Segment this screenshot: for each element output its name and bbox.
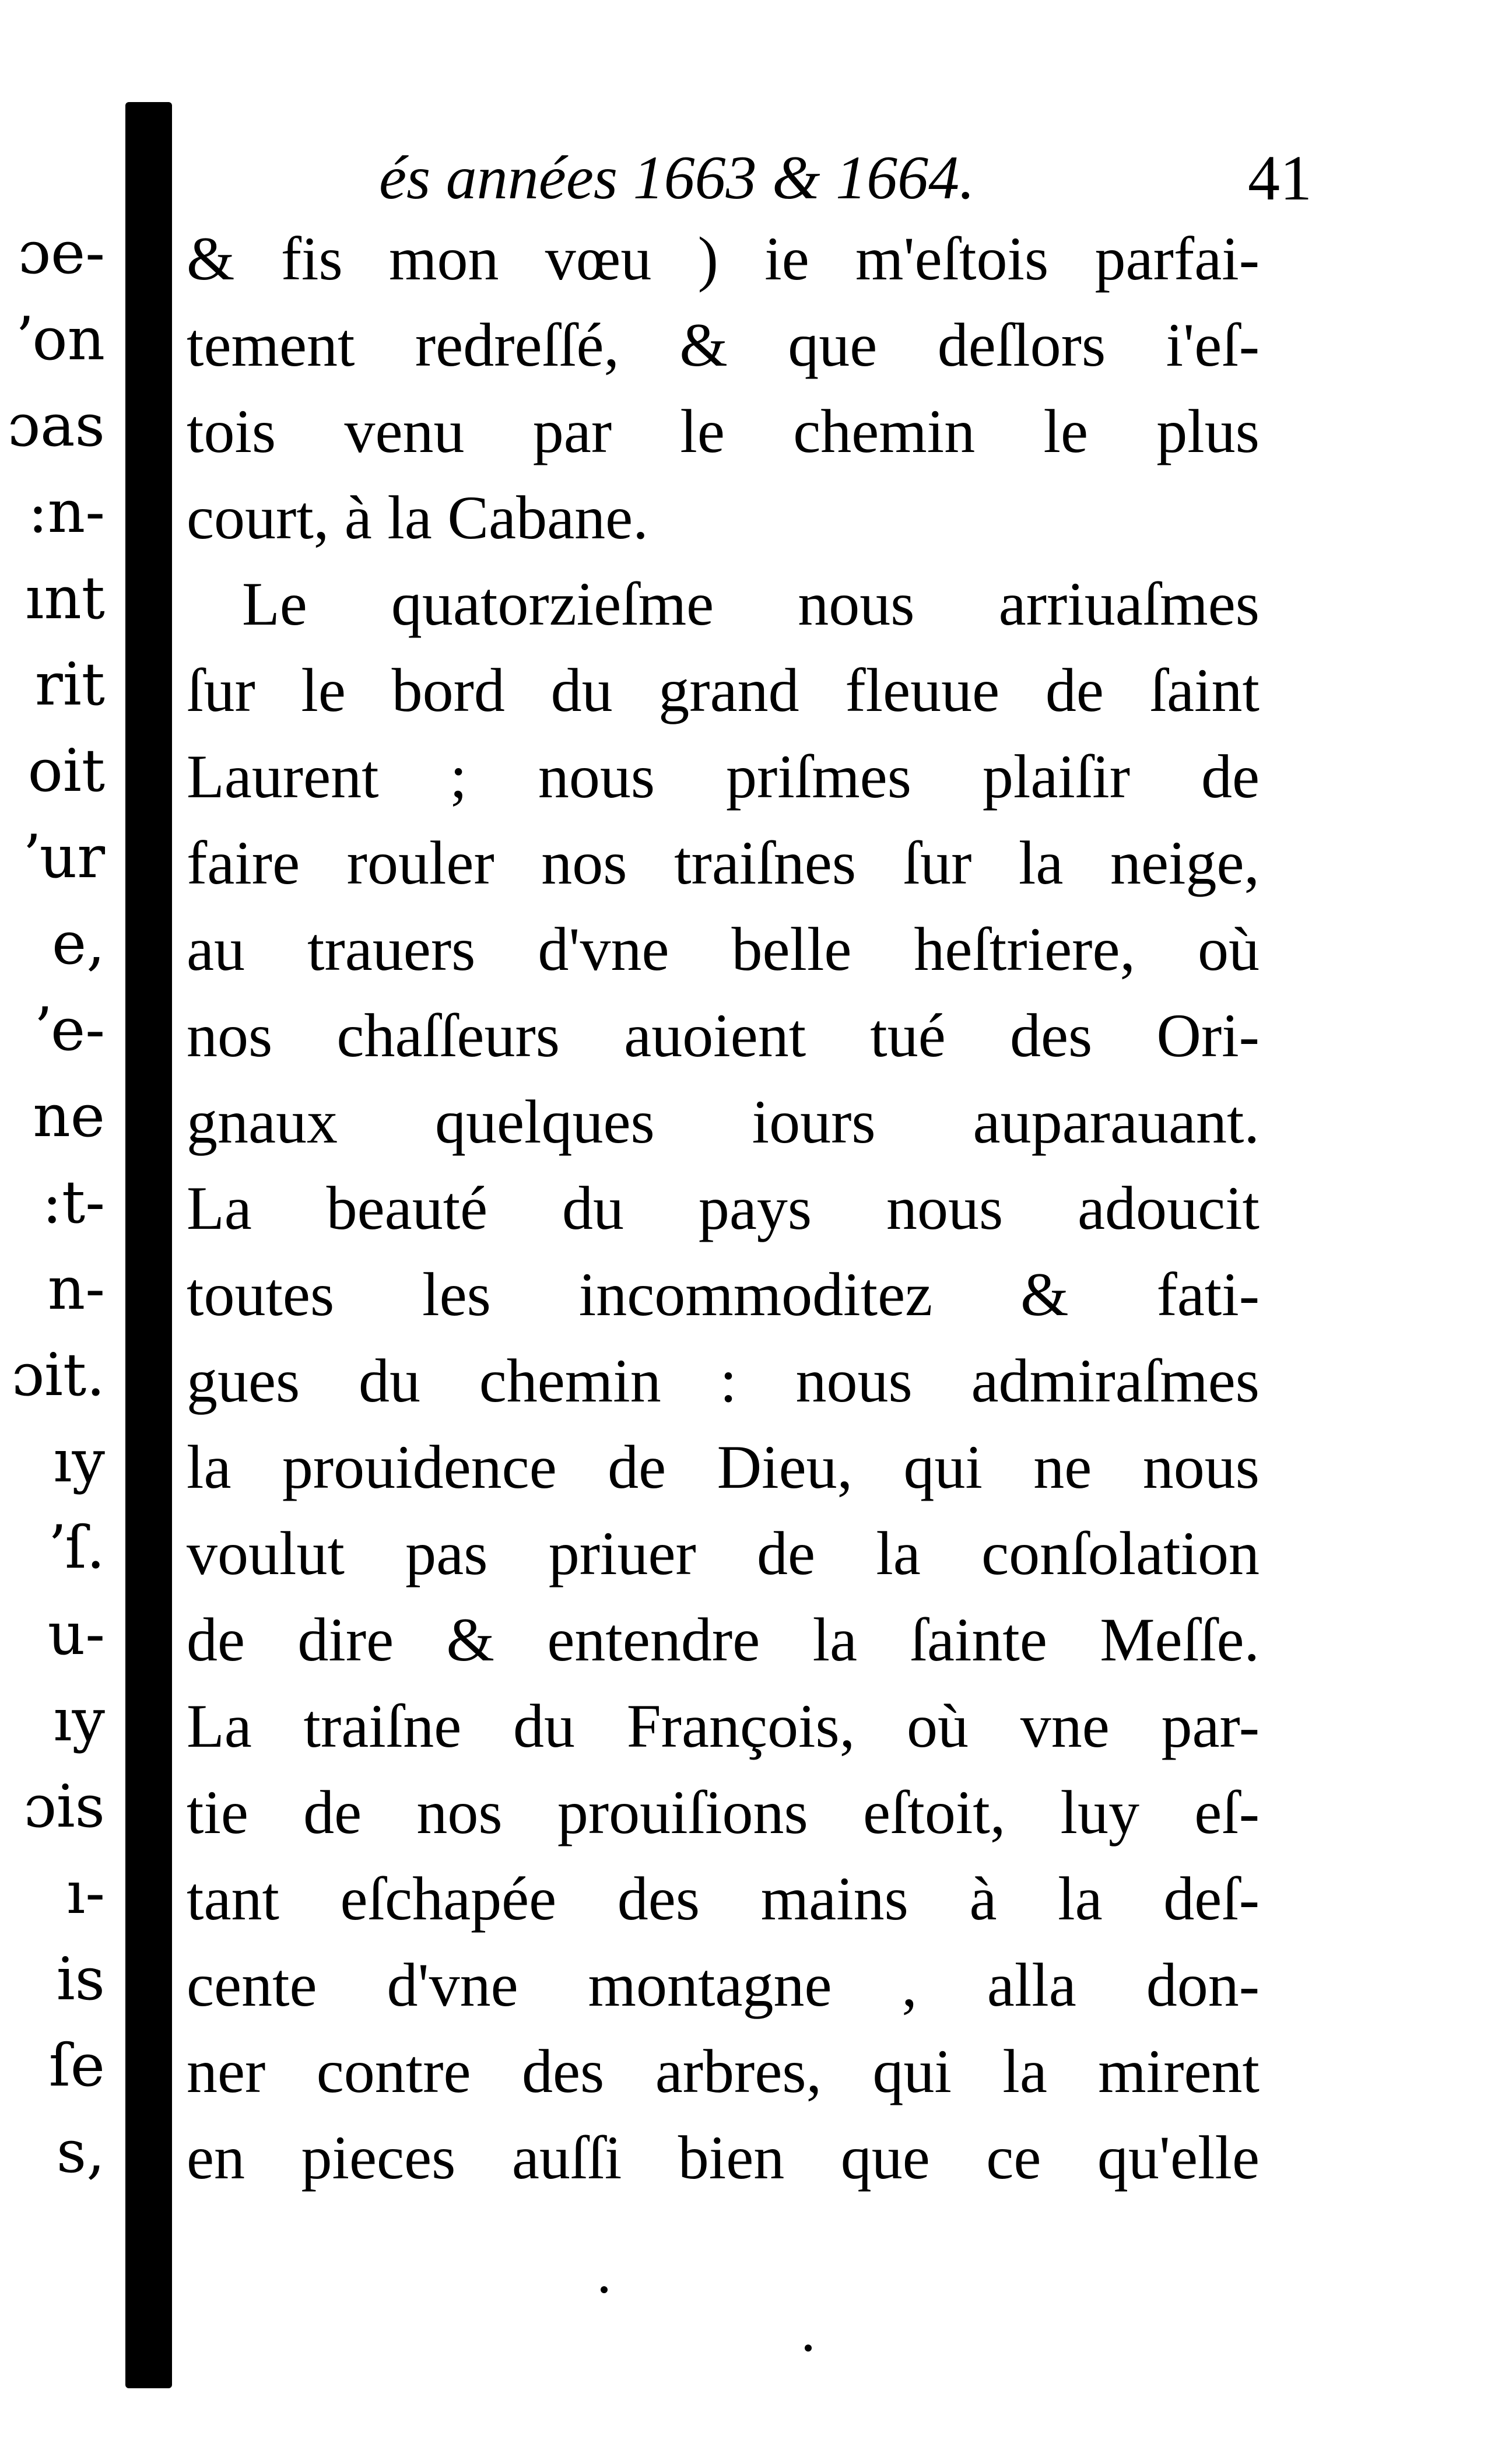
fragment-line: :t- xyxy=(42,1168,105,1236)
fragment-line: n- xyxy=(47,1254,105,1323)
text-line: tant eſchapée des mains à la deſ- xyxy=(187,1865,1260,1933)
fragment-line: u- xyxy=(47,1600,105,1668)
text-line: cente d'vne montagne , alla don- xyxy=(187,1951,1260,2019)
fragment-line: e, xyxy=(52,909,105,977)
fragment-line: ʼur xyxy=(21,823,105,891)
text-line: & fis mon vœu ) ie m'eſtois parfai- xyxy=(187,225,1260,293)
fragment-line: :n- xyxy=(28,478,105,546)
text-line: Laurent ; nous priſmes plaiſir de xyxy=(187,742,1260,811)
text-line: La beauté du pays nous adoucit xyxy=(187,1174,1260,1242)
body-text xyxy=(187,216,1260,2201)
fragment-line: ıy xyxy=(53,1427,105,1495)
header-title: és années 1663 & 1664. xyxy=(379,143,975,212)
text-line: tie de nos prouiſions eſtoit, luy eſ- xyxy=(187,1778,1260,1846)
ink-speck xyxy=(805,2345,812,2352)
paragraph-start-line: Le quatorzieſme nous arriuaſmes xyxy=(242,570,1260,638)
text-line: voulut pas priuer de la conſolation xyxy=(187,1519,1260,1588)
text-line: tois venu par le chemin le plus xyxy=(187,397,1260,465)
fragment-line: ʼſ. xyxy=(46,1513,105,1582)
fragment-line: ɔit. xyxy=(12,1341,105,1409)
text-line: La traiſne du François, où vne par- xyxy=(187,1692,1260,1760)
fragment-line: ıy xyxy=(53,1686,105,1754)
fragment-line: ɔas xyxy=(8,391,105,460)
binding-gutter xyxy=(125,102,172,2388)
fragment-line: ɔe- xyxy=(18,219,105,287)
fragment-line: ʼe- xyxy=(32,996,105,1064)
fragment-line: s, xyxy=(56,2118,105,2186)
text-line: gues du chemin : nous admiraſmes xyxy=(187,1347,1260,1415)
text-line: toutes les incommoditez & fati- xyxy=(187,1260,1260,1329)
fragment-line: ı- xyxy=(66,1859,105,1927)
text-line: au trauers d'vne belle heſtriere, où xyxy=(187,915,1260,983)
text-line: tement redreſſé, & que deſlors i'eſ- xyxy=(187,311,1260,379)
text-line: en pieces auſſi bien que ce qu'elle xyxy=(187,2123,1260,2192)
text-line: la prouidence de Dieu, qui ne nous xyxy=(187,1433,1260,1501)
fragment-line: is xyxy=(56,1945,105,2013)
facing-page-margin-fragments xyxy=(0,210,117,2195)
fragment-line: ɔis xyxy=(23,1772,105,1841)
fragment-line: ſe xyxy=(48,2031,105,2100)
page-number: 41 xyxy=(1248,142,1312,213)
text-line: ner contre des arbres, qui la mirent xyxy=(187,2037,1260,2105)
text-line: ſur le bord du grand fleuue de ſaint xyxy=(187,656,1260,724)
fragment-line: ınt xyxy=(25,564,105,632)
text-line: nos chaſſeurs auoient tué des Ori- xyxy=(187,1001,1260,1070)
fragment-line: oit xyxy=(27,737,105,805)
running-header xyxy=(350,134,1312,222)
text-line: court, à la Cabane. xyxy=(187,483,648,552)
fragment-line: ʼon xyxy=(13,305,105,373)
text-line: de dire & entendre la ſainte Meſſe. xyxy=(187,1606,1260,1674)
ink-speck xyxy=(601,2286,608,2293)
text-line: faire rouler nos traiſnes ſur la neige, xyxy=(187,829,1260,897)
text-line: gnaux quelques iours auparauant. xyxy=(187,1088,1260,1156)
fragment-line: rit xyxy=(35,650,105,719)
fragment-line: ne xyxy=(33,1082,105,1150)
